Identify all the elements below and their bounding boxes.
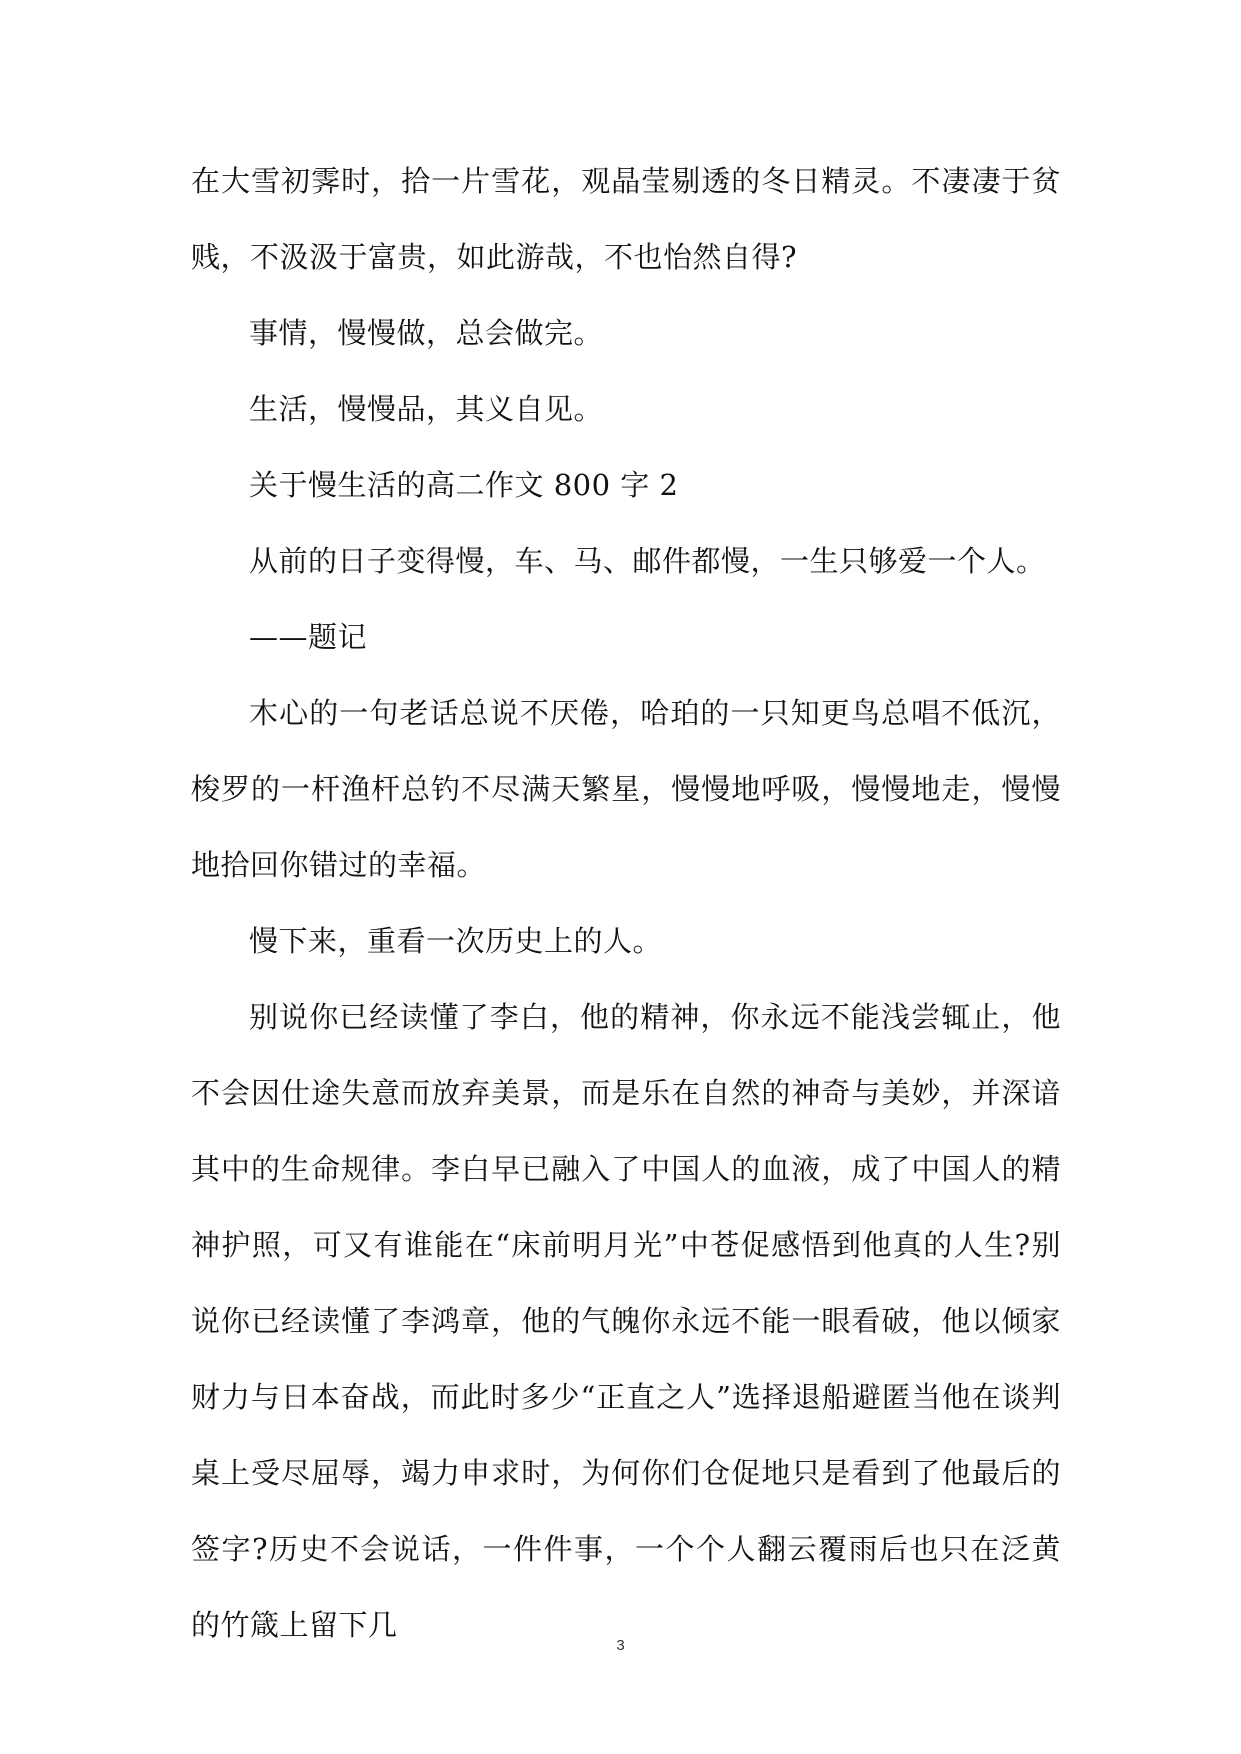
essay-heading: 关于慢生活的高二作文 800 字 2 — [249, 468, 679, 502]
epigraph-quote: 从前的日子变得慢，车、马、邮件都慢，一生只够爱一个人。 — [249, 544, 1046, 578]
page-number: 3 — [616, 1637, 625, 1654]
paragraph-li-bai: 别说你已经读懂了李白，他的精神，你永远不能浅尝辄止，他不会因仕途失意而放弃美景，而是乐在自然的神奇与美妙，并深谙其中的生命规律。李白早已融入了中国人的血液，成了中国人的精神护照，可又有谁能在“床前明月光”中苍促感悟到他真的人生?别说你已经读懂了李鸿章，他的气魄你永远不能一眼看破，他以倾家财力与日本奋战，而此时多少“正直之人”选择退船避匿当他在谈判桌上受尽屈辱，竭力申求时，为何你们仓促地只是看到了他最后的签字?历史不会说话，一件件事，一个个人翻云覆雨后也只在泛黄的竹箴上留下几 — [191, 1000, 1061, 1642]
paragraph-savor-life: 生活，慢慢品，其义自见。 — [249, 392, 604, 426]
paragraph-mu-xin: 木心的一句老话总说不厌倦，哈珀的一只知更鸟总唱不低沉，梭罗的一杆渔杆总钓不尽满天繁星，慢慢地呼吸，慢慢地走，慢慢地拾回你错过的幸福。 — [191, 696, 1061, 882]
paragraph-do-things-slowly: 事情，慢慢做，总会做完。 — [249, 316, 604, 350]
epigraph-attribution: ——题记 — [249, 620, 368, 654]
paragraph-snow: 在大雪初霁时，拾一片雪花，观晶莹剔透的冬日精灵。不凄凄于贫贱，不汲汲于富贵，如此游哉，不也怡然自得? — [191, 164, 1061, 274]
document-body — [191, 143, 1061, 1663]
paragraph-slow-down: 慢下来，重看一次历史上的人。 — [249, 924, 663, 958]
